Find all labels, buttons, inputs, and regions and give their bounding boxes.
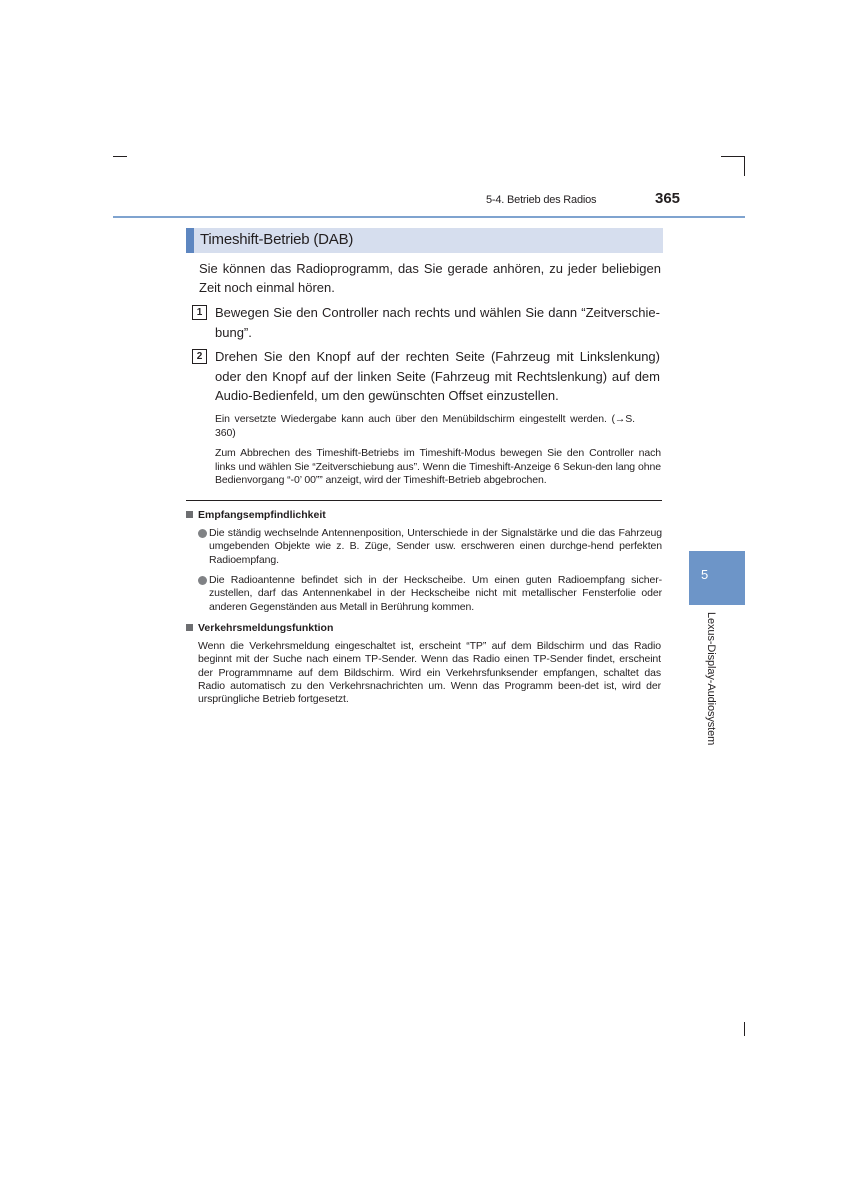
chapter-label-text: Lexus-Display-Audiosystem (705, 612, 717, 746)
round-bullet-icon (198, 576, 207, 585)
info-heading-text: Empfangsempfindlichkeit (198, 509, 326, 521)
running-header-section: 5-4. Betrieb des Radios (486, 194, 597, 206)
info-heading-text: Verkehrsmeldungsfunktion (198, 622, 334, 634)
section-title-bar (186, 228, 663, 253)
chapter-side-label (704, 612, 718, 762)
intro-paragraph: Sie können das Radioprogramm, das Sie gerade anhören, zu jeder beliebigen Zeit noch einmal hören. (199, 261, 661, 295)
note-cancel-timeshift: Zum Abbrechen des Timeshift-Betriebs im Timeshift-Modus bewegen Sie den Controller nach links und wählen Sie “Zeitverschiebung aus”. Wenn die Timeshift-Anzeige 6 Sekun-den lang ohne Bedienvorgang “-0’ 00”” anzeigt, wird der Timeshift-Betrieb abgebrochen. (215, 447, 661, 486)
list-item-text: Die Radioantenne befindet sich in der Heckscheibe. Um einen guten Radioempfang sicher-zustellen, darf das Antennenkabel in der Heckscheibe nicht mit metallischer Fensterfolie oder anderen Gegenständen aus Metall in Berührung kommen. (209, 574, 662, 613)
section-divider (186, 500, 662, 501)
info-paragraph-traffic: Wenn die Verkehrsmeldung eingeschaltet ist, erscheint “TP” auf dem Bildschirm und das Radio beginnt mit der Suche nach einem TP-Sender. Wenn das Radio einen TP-Sender findet, erscheint der Programmname auf dem Bildschirm. Wird ein Verkehrsfunksender empfangen, schaltet das Radio automatisch zu den Verkehrsnachrichten um. Wenn das Programm been-det ist, wird der ursprüngliche Betrieb fortgesetzt. (198, 640, 661, 706)
chapter-number: 5 (701, 567, 709, 582)
round-bullet-icon (198, 529, 207, 538)
step-number-badge: 2 (192, 349, 207, 364)
square-bullet-icon (186, 624, 193, 631)
info-heading-reception (186, 509, 326, 521)
crop-mark-top-right-h (721, 156, 745, 157)
note-menu-reference: Ein versetzte Wiedergabe kann auch über den Menübildschirm eingestellt werden. (→S. 360) (215, 413, 635, 439)
section-title: Timeshift-Betrieb (DAB) (200, 231, 354, 248)
info-heading-traffic (186, 622, 333, 634)
page-number: 365 (655, 190, 681, 207)
crop-mark-top-left (113, 156, 127, 157)
square-bullet-icon (186, 511, 193, 518)
crop-mark-top-right-v (744, 156, 745, 176)
step-number-badge: 1 (192, 305, 207, 320)
crop-mark-bottom-right (744, 1022, 745, 1036)
step-text: Bewegen Sie den Controller nach rechts und wählen Sie dann “Zeitverschie-bung”. (215, 305, 660, 340)
header-rule (113, 216, 745, 218)
step-text: Drehen Sie den Knopf auf der rechten Seite (Fahrzeug mit Linkslenkung) oder den Knopf auf der linken Seite (Fahrzeug mit Rechtslenkung) auf dem Audio-Bedienfeld, um den gewünschten Offset einzustellen. (215, 349, 660, 403)
list-item-text: Die ständig wechselnde Antennenposition, Unterschiede in der Signalstärke und die das Fahrzeug umgebenden Objekte wie z. B. Züge, Sender usw. erschweren einen durchge-hend perfekten Radioempfang. (209, 527, 662, 566)
chapter-tab (689, 551, 745, 605)
